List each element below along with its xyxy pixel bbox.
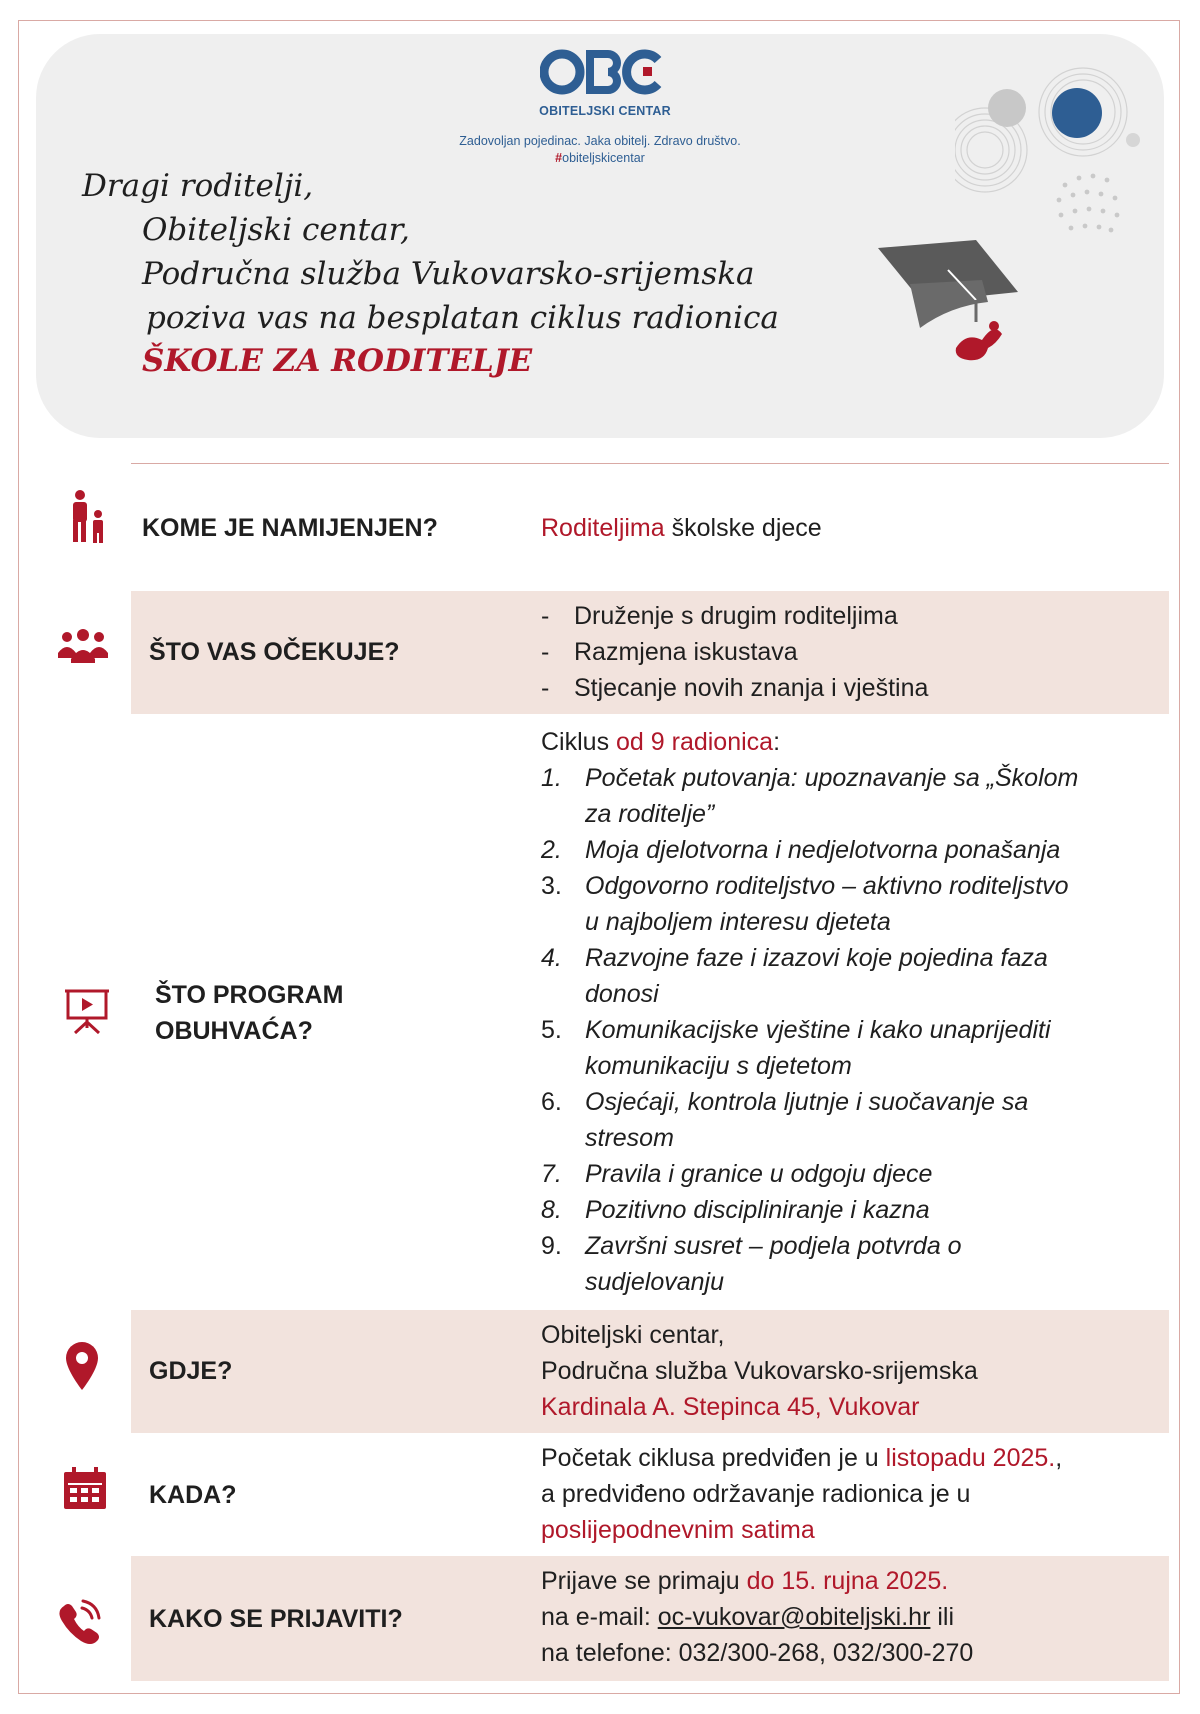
when-row	[131, 1433, 1169, 1555]
workshop-item: 2. Moja djelotvorna i nedjelotvorna ponašanja	[541, 836, 1061, 864]
audience-label: KOME JE NAMIJENJEN?	[142, 514, 438, 542]
email-link[interactable]: oc-vukovar@obiteljski.hr	[657, 1603, 931, 1631]
when-label: KADA?	[149, 1481, 237, 1509]
program-label-line2: OBUHVAĆA?	[155, 1017, 313, 1045]
intro-org: Obiteljski centar,	[142, 212, 410, 248]
program-label-line1: ŠTO PROGRAM	[155, 981, 344, 1009]
when-schedule: a predviđeno održavanje radionica je u	[541, 1480, 971, 1508]
audience-rest: školske djece	[664, 514, 822, 542]
program-title: ŠKOLE ZA RODITELJE	[142, 343, 533, 379]
audience-content	[541, 510, 822, 546]
program-row	[131, 724, 1169, 1308]
expect-label: ŠTO VAS OČEKUJE?	[149, 638, 400, 666]
group-icon	[56, 629, 110, 663]
signup-content	[541, 1563, 973, 1671]
workshop-item: 4. Razvojne faze i izazovi koje pojedina faza donosi	[541, 944, 1048, 1008]
intro-invite: poziva vas na besplatan ciklus radionica	[146, 300, 779, 336]
audience-row	[131, 470, 1169, 590]
workshop-item: 5. Komunikacijske vještine i kako unaprijediti komunikaciju s djetetom	[541, 1016, 1051, 1080]
signup-phones: na telefone: 032/300-268, 032/300-270	[541, 1639, 974, 1667]
expect-bullet: - Razmjena iskustava	[541, 638, 798, 666]
when-content	[541, 1440, 1062, 1548]
signup-deadline: Prijave se primaju do 15. rujna 2025.	[541, 1567, 949, 1595]
workshop-item: 8. Pozitivno discipliniranje i kazna	[541, 1196, 930, 1224]
intro-greeting: Dragi roditelji,	[82, 168, 314, 204]
where-label: GDJE?	[149, 1357, 233, 1385]
presentation-icon	[63, 988, 111, 1034]
expect-bullet: - Stjecanje novih znanja i vještina	[541, 674, 929, 702]
hashtag-symbol: #	[555, 151, 563, 165]
when-time: poslijepodnevnim satima	[541, 1516, 815, 1544]
calendar-icon	[64, 1467, 106, 1509]
logo-name: OBITELJSKI CENTAR	[539, 104, 671, 118]
workshop-item: 1. Početak putovanja: upoznavanje sa „Školom za roditelje”	[541, 764, 1079, 828]
workshop-item: 9. Završni susret – podjela potvrda o sudjelovanju	[541, 1232, 962, 1296]
where-org: Obiteljski centar,	[541, 1321, 725, 1349]
signup-email-line: na e-mail: oc-vukovar@obiteljski.hr ili	[541, 1603, 955, 1631]
audience-highlight: Roditeljima	[541, 514, 665, 542]
signup-row	[131, 1556, 1169, 1681]
workshop-item: 6. Osjećaji, kontrola ljutnje i suočavanje sa stresom	[541, 1088, 1029, 1152]
workshop-item: 7. Pravila i granice u odgoju djece	[541, 1160, 933, 1188]
expect-row	[131, 591, 1169, 714]
expect-bullet: - Druženje s drugim roditeljima	[541, 602, 898, 630]
phone-icon	[56, 1596, 104, 1644]
obc-logo	[540, 46, 670, 106]
program-intro: Ciklus od 9 radionica:	[541, 728, 781, 756]
logo-tagline: Zadovoljan pojedinac. Jaka obitelj. Zdravo društvo.	[459, 134, 741, 148]
hashtag-text: obiteljskicentar	[562, 151, 645, 165]
map-pin-icon	[66, 1342, 98, 1390]
where-content	[541, 1317, 978, 1425]
when-start: Početak ciklusa predviđen je u listopadu 2025.,	[541, 1444, 1063, 1472]
graduation-cap-icon	[878, 240, 1028, 380]
section-divider	[131, 463, 1169, 464]
expect-list	[541, 598, 928, 706]
where-branch: Područna služba Vukovarsko-srijemska	[541, 1357, 978, 1385]
decorative-circles	[955, 50, 1155, 240]
intro-branch: Područna služba Vukovarsko-srijemska	[142, 256, 755, 292]
workshop-item: 3. Odgovorno roditeljstvo – aktivno roditeljstvo u najboljem interesu djeteta	[541, 872, 1069, 936]
where-address: Kardinala A. Stepinca 45, Vukovar	[541, 1393, 920, 1421]
parent-child-icon	[69, 490, 107, 544]
signup-label: KAKO SE PRIJAVITI?	[149, 1605, 403, 1633]
logo-hashtag	[420, 151, 780, 165]
program-list	[541, 724, 1078, 1300]
where-row	[131, 1310, 1169, 1433]
